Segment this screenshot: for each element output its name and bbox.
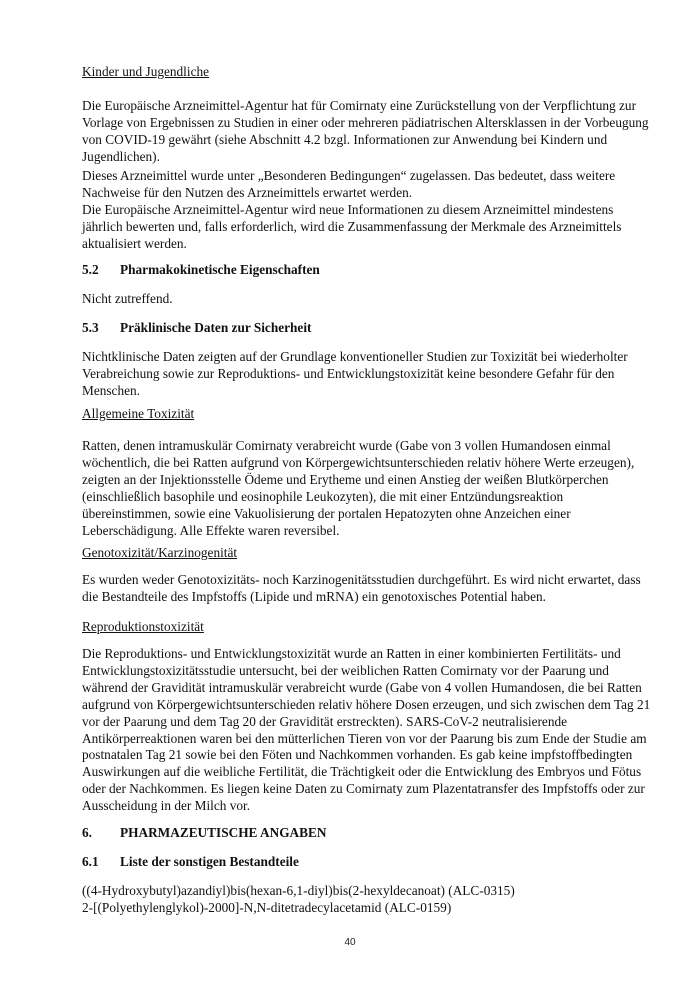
section-title: Pharmakokinetische Eigenschaften [120, 262, 320, 277]
kinder-heading: Kinder und Jugendliche [82, 64, 210, 79]
section-6-1-heading [82, 854, 652, 871]
section-number: 6.1 [82, 854, 99, 869]
kinder-paragraph-2: Dieses Arzneimittel wurde unter „Besonderen Bedingungen“ zugelassen. Das bedeutet, dass weitere Nachweise für den Nutzen des Arzneimittels erwartet werden. Die Europäische Arzneimittel-Agentur wird neue Informationen zu diesem Arzneimittel mindestens jährlich bewerten und, falls erforderlich, wird die Zusammenfassung der Merkmale des Arzneimittels aktualisiert werden. [82, 168, 622, 251]
toxicity-paragraph: Ratten, denen intramuskulär Comirnaty verabreicht wurde (Gabe von 3 vollen Humandosen einmal wöchentlich, die bei Ratten aufgrund von Körpergewichtsunterschieden relativ höhere Werte erzeugen), zeigten an der Injektionsstelle Ödeme und Erytheme und einen Anstieg der weißen Blutkörperchen (einschließlich basophile und eosinophile Leukozyten), die mit einer Entzündungsreaktion übereinstimmen, sowie eine Vakuolisierung der portalen Hepatozyten ohne Anzeichen einer Leberschädigung. Alle Effekte waren reversibel. [82, 438, 635, 538]
section-number: 5.3 [82, 320, 99, 335]
section-5-3-heading [82, 320, 652, 337]
toxicity-heading: Allgemeine Toxizität [82, 406, 195, 421]
section-title: Präklinische Daten zur Sicherheit [120, 320, 312, 335]
section-5-3-intro: Nichtklinische Daten zeigten auf der Grundlage konventioneller Studien zur Toxizität bei wiederholter Verabreichung sowie zur Reproduktions- und Entwicklungstoxizität keine besondere Gefahr für den Menschen. [82, 349, 628, 398]
kinder-paragraph-1: Die Europäische Arzneimittel-Agentur hat für Comirnaty eine Zurückstellung von der Verpflichtung zur Vorlage von Ergebnissen zu Studien in einer oder mehreren pädiatrischen Altersklassen in der Vorbeugung von COVID-19 gewährt (siehe Abschnitt 4.2 bzgl. Informationen zur Anwendung bei Kindern und Jugendlichen). [82, 98, 649, 164]
section-5-2-heading [82, 262, 652, 279]
section-number: 6. [82, 825, 92, 840]
section-title: PHARMAZEUTISCHE ANGABEN [120, 825, 327, 840]
section-5-2-text: Nicht zutreffend. [82, 291, 173, 306]
reproduction-heading: Reproduktionstoxizität [82, 619, 204, 634]
section-6-heading [82, 825, 652, 842]
genotoxicity-paragraph: Es wurden weder Genotoxizitäts- noch Karzinogenitätsstudien durchgeführt. Es wird nicht erwartet, dass die Bestandteile des Impfstoffs (Lipide und mRNA) ein genotoxisches Potential haben. [82, 572, 641, 604]
section-title: Liste der sonstigen Bestandteile [120, 854, 299, 869]
genotoxicity-heading: Genotoxizität/Karzinogenität [82, 545, 238, 560]
reproduction-paragraph: Die Reproduktions- und Entwicklungstoxizität wurde an Ratten in einer kombinierten Fertilitäts- und Entwicklungstoxizitätsstudie untersucht, bei der weiblichen Ratten Comirnaty vor der Paarung und während der Gravidität intramuskulär verabreicht wurde (Gabe von 4 vollen Humandosen, die bei Ratten aufgrund von Körpergewichtsunterschieden relativ höhere Dosen erzeugen, und sich zwischen dem Tag 21 vor der Paarung und dem Tag 20 der Gravidität erstreckten). SARS-CoV-2 neutralisierende Antikörperreaktionen waren bei den mütterlichen Tieren von vor der Paarung bis zum Ende der Studie am postnatalen Tag 21 sowie bei den Föten und Nachkommen vorhanden. Es gab keine impfstoffbedingten Auswirkungen auf die weibliche Fertilität, die Trächtigkeit oder die Entwicklung des Embryos und Fötus oder der Nachkommen. Es liegen keine Daten zu Comirnaty zum Plazentatransfer des Impfstoffs oder zur Ausscheidung in der Milch vor. [82, 646, 651, 814]
excipients-list: ((4-Hydroxybutyl)azandiyl)bis(hexan-6,1-diyl)bis(2-hexyldecanoat) (ALC-0315) 2-[(Polyethylenglykol)-2000]-N,N-ditetradecylacetamid (ALC-0159) [82, 883, 515, 915]
section-number: 5.2 [82, 262, 99, 277]
page-number: 40 [344, 937, 356, 948]
